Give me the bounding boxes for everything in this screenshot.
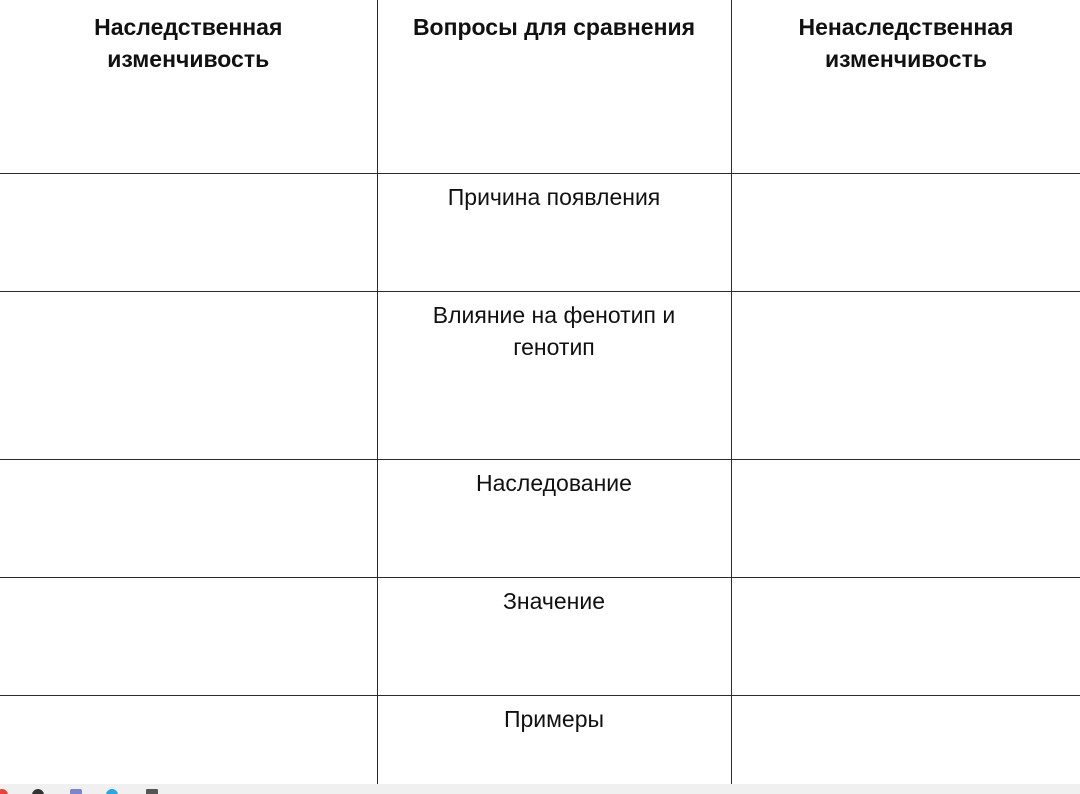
header-questions-text: Вопросы для сравнения	[412, 14, 696, 40]
header-nonhereditary	[731, 0, 1080, 173]
question-text: Значение	[503, 587, 605, 614]
cell-nonhereditary-answer[interactable]	[731, 459, 1080, 577]
cell-question	[377, 459, 731, 577]
cell-question	[377, 291, 731, 459]
table-row	[0, 291, 1080, 459]
browser-icon[interactable]	[0, 789, 8, 794]
table-row	[0, 577, 1080, 695]
cell-question	[377, 173, 731, 291]
header-questions	[377, 0, 731, 173]
table-row	[0, 459, 1080, 577]
cell-hereditary-answer[interactable]	[0, 577, 377, 695]
header-nonhereditary-text: Ненаследственная изменчивость	[798, 14, 1014, 72]
cell-nonhereditary-answer[interactable]	[731, 291, 1080, 459]
cell-hereditary-answer[interactable]	[0, 459, 377, 577]
question-text: Примеры	[503, 705, 605, 732]
app-icon[interactable]	[32, 789, 44, 794]
cell-question	[377, 577, 731, 695]
question-text: Влияние на фенотип и генотип	[432, 301, 676, 360]
cell-hereditary-answer[interactable]	[0, 291, 377, 459]
table-row	[0, 695, 1080, 794]
cell-hereditary-answer[interactable]	[0, 695, 377, 794]
header-hereditary	[0, 0, 377, 173]
cell-nonhereditary-answer[interactable]	[731, 695, 1080, 794]
cell-nonhereditary-answer[interactable]	[731, 173, 1080, 291]
app-icon[interactable]	[106, 789, 118, 794]
header-hereditary-text: Наследственная изменчивость	[94, 14, 283, 72]
question-text: Наследование	[476, 469, 632, 496]
question-text: Причина появления	[447, 183, 661, 210]
cell-nonhereditary-answer[interactable]	[731, 577, 1080, 695]
table-row	[0, 173, 1080, 291]
header-row	[0, 0, 1080, 173]
app-icon[interactable]	[70, 789, 82, 794]
taskbar	[0, 784, 1080, 794]
app-icon[interactable]	[146, 789, 158, 794]
cell-question	[377, 695, 731, 794]
cell-hereditary-answer[interactable]	[0, 173, 377, 291]
